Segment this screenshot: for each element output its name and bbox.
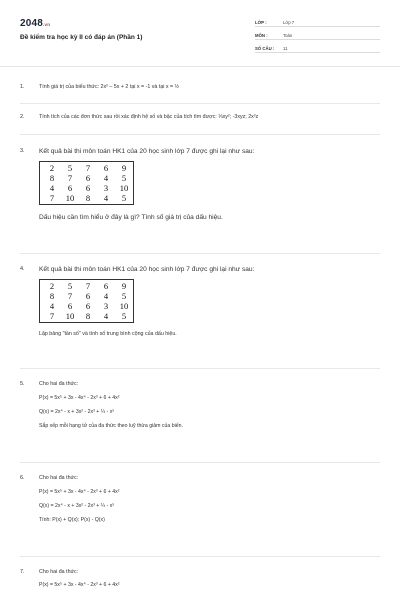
question-number: 2. (20, 114, 25, 120)
question-number: 6. (20, 475, 25, 481)
table-cell: 4 (103, 311, 109, 321)
meta-row-class (255, 16, 380, 27)
polynomial-q: Q(x) = 2x⁴ - x + 3x² - 2x³ + ¼ - x⁵ (39, 409, 115, 415)
table-cell: 5 (121, 173, 127, 183)
table-cell: 2 (49, 163, 55, 173)
table-row (43, 281, 133, 291)
score-table (43, 163, 133, 203)
question-subtext: Lập bảng "tần số" và tính số trung bình cộng của dấu hiệu. (39, 331, 177, 337)
table-row (43, 311, 133, 321)
table-cell: 6 (85, 291, 91, 301)
question-divider (20, 556, 380, 557)
header-divider (0, 66, 400, 67)
table-cell: 7 (49, 311, 55, 321)
table-cell: 10 (119, 183, 129, 193)
question-number: 5. (20, 381, 25, 387)
polynomial-q: Q(x) = 2x⁴ - x + 3x² - 2x³ + ¼ - x⁵ (39, 503, 115, 509)
question-number: 3. (20, 148, 25, 154)
table-cell: 10 (65, 193, 75, 203)
document-meta (255, 16, 380, 55)
polynomial-p: P(x) = 5x⁵ + 3x - 4x⁴ - 2x³ + 6 + 4x² (39, 489, 120, 495)
table-row (43, 193, 133, 203)
table-cell: 6 (67, 183, 73, 193)
table-cell: 10 (119, 301, 129, 311)
document-title: Đề kiểm tra học kỳ II có đáp án (Phần 1) (20, 34, 143, 41)
question-divider (20, 134, 380, 135)
question-text: Kết quả bài thi môn toán HK1 của 20 học sinh lớp 7 được ghi lại như sau: (39, 148, 255, 155)
meta-label: SỐ CÂU : (255, 45, 275, 51)
table-cell: 8 (49, 173, 55, 183)
table-cell: 7 (85, 281, 91, 291)
question-divider (20, 462, 380, 463)
table-cell: 3 (103, 301, 109, 311)
question-subtext: Dấu hiệu cần tìm hiểu ở đây là gì? Tính số giá trị của dấu hiệu. (39, 214, 223, 221)
table-cell: 5 (121, 193, 127, 203)
table-cell: 8 (85, 193, 91, 203)
question-text: Tính giá trị của biểu thức: 2x² – 5x + 2 tại x = -1 và tại x = ½ (39, 84, 180, 90)
table-cell: 2 (49, 281, 55, 291)
question-number: 1. (20, 84, 25, 90)
site-logo[interactable] (20, 18, 50, 29)
table-cell: 8 (85, 311, 91, 321)
table-cell: 6 (85, 173, 91, 183)
question-divider (20, 253, 380, 254)
table-cell: 10 (65, 311, 75, 321)
question-text: Kết quả bài thi môn toán HK1 của 20 học sinh lớp 7 được ghi lại như sau: (39, 266, 255, 273)
table-cell: 9 (121, 163, 127, 173)
question-text: Cho hai đa thức: (39, 569, 79, 575)
table-cell: 4 (103, 193, 109, 203)
polynomial-p: P(x) = 5x⁵ + 3x - 4x⁴ - 2x³ + 6 + 4x² (39, 395, 120, 401)
question-divider (20, 368, 380, 369)
table-row (43, 163, 133, 173)
question-subtext: Sắp xếp mỗi hạng tử của đa thức theo luỹ thừa giảm của biến. (39, 423, 183, 429)
meta-value: Lớp 7 (283, 19, 295, 25)
question-subtext: Tính: P(x) + Q(x); P(x) - Q(x) (39, 517, 105, 523)
table-cell: 6 (103, 281, 109, 291)
table-row (43, 301, 133, 311)
table-row (43, 291, 133, 301)
question-text: Cho hai đa thức: (39, 475, 79, 481)
meta-row-subject (255, 29, 380, 40)
score-table (43, 281, 133, 321)
meta-label: LỚP : (255, 19, 267, 25)
table-cell: 3 (103, 183, 109, 193)
table-cell: 7 (67, 173, 73, 183)
table-cell: 4 (49, 183, 55, 193)
page-header (0, 0, 400, 62)
score-table-box (39, 279, 134, 323)
question-number: 4. (20, 266, 25, 272)
question-text: Cho hai đa thức: (39, 381, 79, 387)
table-cell: 6 (85, 301, 91, 311)
table-cell: 5 (67, 163, 73, 173)
table-cell: 7 (49, 193, 55, 203)
table-cell: 4 (103, 173, 109, 183)
meta-value: 11 (283, 45, 288, 51)
logo-suffix: .vn (43, 22, 51, 27)
table-cell: 5 (67, 281, 73, 291)
table-row (43, 173, 133, 183)
question-divider (20, 103, 380, 104)
table-cell: 7 (67, 291, 73, 301)
meta-label: MÔN : (255, 32, 268, 38)
table-cell: 6 (103, 163, 109, 173)
polynomial-p: P(x) = 5x⁵ + 3x - 4x⁴ - 2x³ + 6 + 4x² (39, 582, 120, 588)
table-row (43, 183, 133, 193)
question-text: Tính tích của các đơn thức sau rồi xác định hệ số và bậc của tích tìm được: ⅓xy²; -3xyz; 2x²z (39, 114, 259, 120)
score-table-box (39, 161, 134, 205)
question-number: 7. (20, 569, 25, 575)
table-cell: 6 (67, 301, 73, 311)
logo-main: 2048 (20, 18, 44, 29)
table-cell: 4 (103, 291, 109, 301)
table-cell: 6 (85, 183, 91, 193)
table-cell: 9 (121, 281, 127, 291)
table-cell: 7 (85, 163, 91, 173)
meta-value: Toán (283, 32, 293, 38)
table-cell: 8 (49, 291, 55, 301)
table-cell: 5 (121, 291, 127, 301)
table-cell: 4 (49, 301, 55, 311)
meta-row-count (255, 42, 380, 53)
table-cell: 5 (121, 311, 127, 321)
